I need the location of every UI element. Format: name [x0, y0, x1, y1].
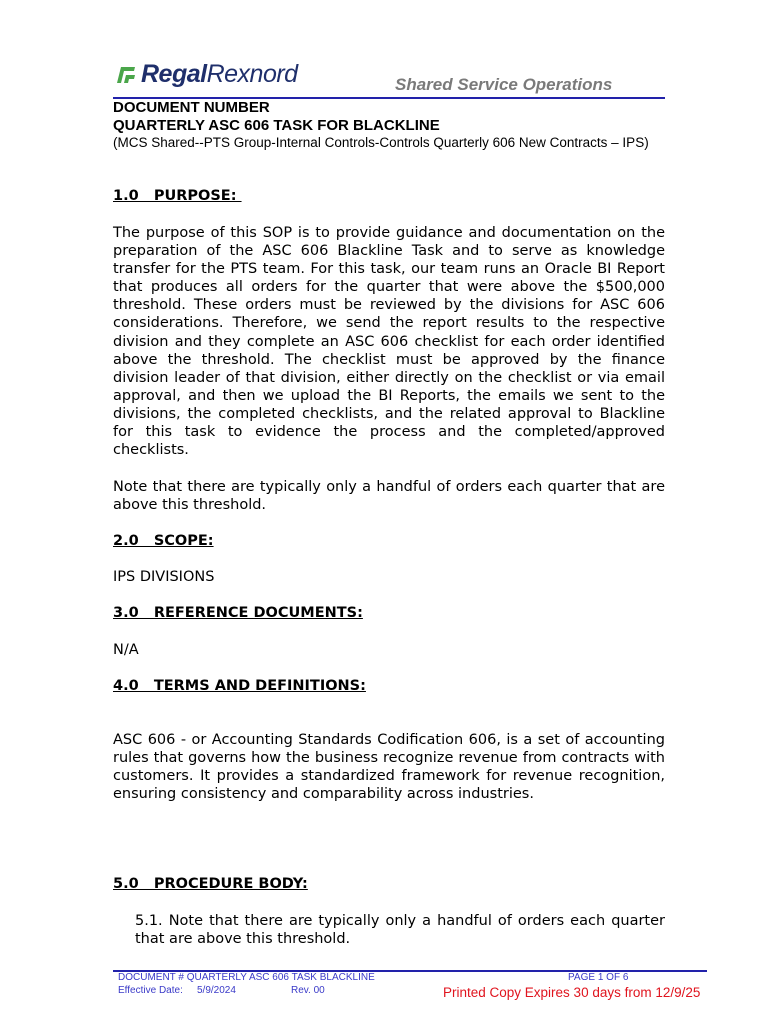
purpose-paragraph: The purpose of this SOP is to provide guidance and documentation on the preparation of the ASC 606 Blackline Task and to serve as knowledge transfer for the PTS team. For this task, our team runs an Oracle BI Report that produces all orders for the quarter that were above the $500,000 threshold. These orders must be reviewed by the divisions for ASC 606 considerations. Therefore, we send the report results to the respective division and they complete an ASC 606 checklist for each order identified above the threshold. The checklist must be approved by the finance division leader of that division, either directly on the checklist or via email approval, and then we upload the BI Reports, the emails we sent to the divisions, the completed checklists, and the related approval to Blackline for this task to evidence the process and the completed/approved checklists. — [113, 225, 665, 459]
footer-revision: Rev. 00 — [291, 985, 325, 996]
footer-effective-date: 5/9/2024 — [197, 985, 236, 996]
header-subtitle: Shared Service Operations — [395, 75, 613, 94]
section-reference-heading: 3.0 REFERENCE DOCUMENTS: — [113, 605, 363, 621]
section-procedure-heading: 5.0 PROCEDURE BODY: — [113, 876, 308, 892]
purpose-note-paragraph: Note that there are typically only a handful of orders each quarter that are above this threshold. — [113, 479, 665, 514]
document-title: QUARTERLY ASC 606 TASK FOR BLACKLINE — [113, 117, 440, 134]
logo-text-rexnord: Rexnord — [206, 60, 298, 88]
section-scope-heading: 2.0 SCOPE: — [113, 533, 214, 549]
section-purpose-heading: 1.0 PURPOSE: — [113, 188, 242, 204]
terms-paragraph: ASC 606 - or Accounting Standards Codification 606, is a set of accounting rules that governs how the business recognize revenue from contracts with customers. It provides a standardized framework for revenue recognition, ensuring consistency and comparability across industries. — [113, 732, 665, 803]
scope-text: IPS DIVISIONS — [113, 569, 215, 585]
document-number-label: DOCUMENT NUMBER — [113, 99, 270, 116]
footer-page-number: PAGE 1 OF 6 — [568, 972, 629, 983]
procedure-item-5-1: 5.1. Note that there are typically only a handful of orders each quarter that are above this threshold. — [135, 913, 665, 948]
reference-text: N/A — [113, 642, 139, 658]
print-expiry-notice: Printed Copy Expires 30 days from 12/9/25 — [443, 985, 701, 1000]
logo-text-regal: Regal — [141, 60, 207, 88]
document-subtitle: (MCS Shared--PTS Group-Internal Controls-Controls Quarterly 606 New Contracts – IPS) — [113, 135, 649, 150]
footer-effective-label: Effective Date: — [118, 985, 183, 996]
regal-rexnord-logo-icon — [113, 61, 139, 87]
section-terms-heading: 4.0 TERMS AND DEFINITIONS: — [113, 678, 366, 694]
footer-doc-ref: DOCUMENT # QUARTERLY ASC 606 TASK BLACKLINE — [118, 972, 375, 983]
company-logo — [113, 58, 298, 90]
